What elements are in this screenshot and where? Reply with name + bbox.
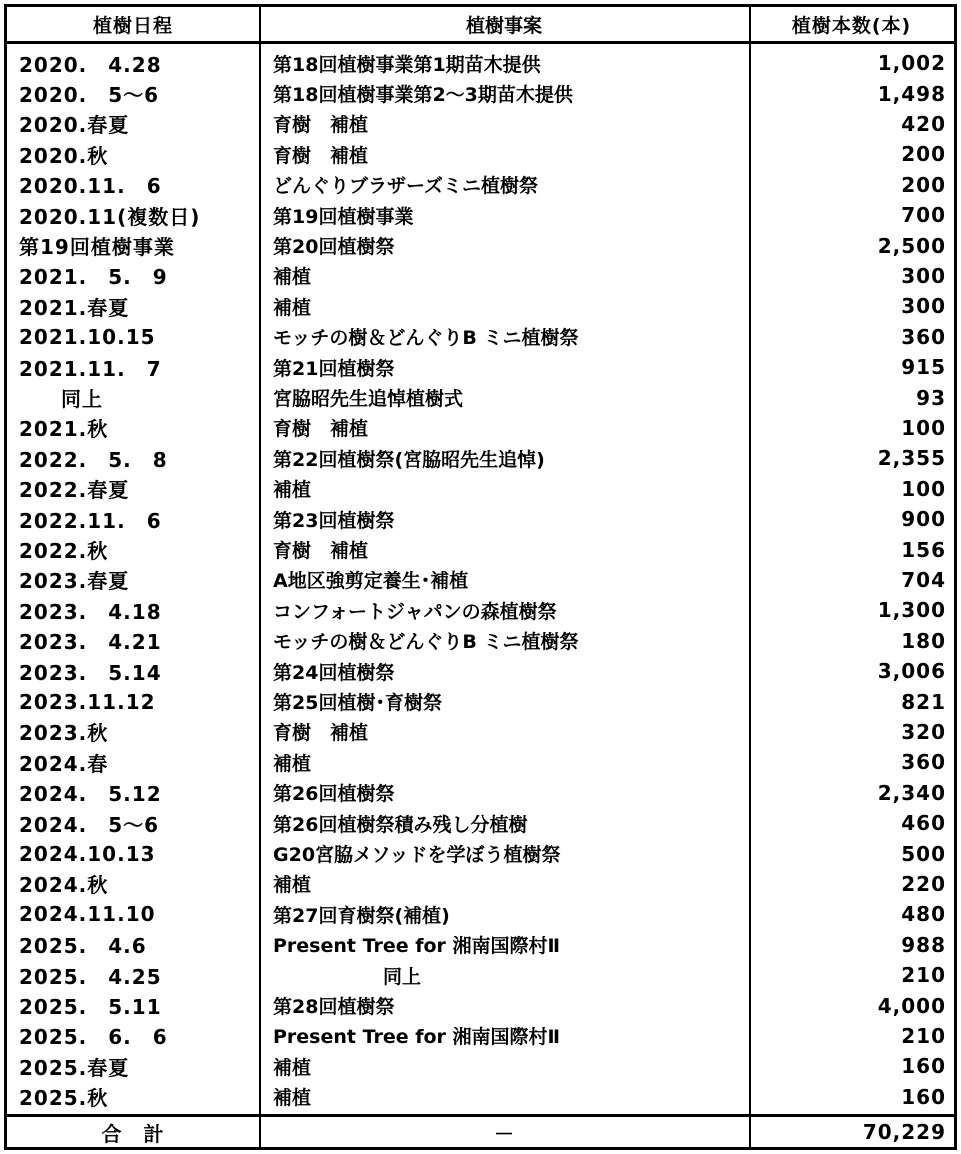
cell-project: 第27回育樹祭(補植) bbox=[273, 904, 450, 927]
cell-date: 2023. 5.14 bbox=[19, 660, 162, 685]
table-row bbox=[7, 747, 954, 777]
cell-date: 2022.春夏 bbox=[19, 478, 130, 503]
cell-date: 2022. 5. 8 bbox=[19, 447, 168, 472]
table-row bbox=[7, 838, 954, 868]
cell-date: 2020.11(複数日) bbox=[19, 204, 201, 229]
cell-project: A地区強剪定養生･補植 bbox=[273, 570, 469, 593]
table-row bbox=[7, 869, 954, 899]
cell-count: 915 bbox=[901, 355, 946, 380]
total-project: － bbox=[494, 1121, 514, 1146]
cell-count: 821 bbox=[901, 689, 946, 714]
cell-project: 育樹 補植 bbox=[273, 722, 369, 745]
cell-date: 2025. 4.6 bbox=[19, 934, 147, 959]
table-row bbox=[7, 990, 954, 1020]
cell-project: 第22回植樹祭(宮脇昭先生追悼) bbox=[273, 448, 545, 471]
cell-date: 2022.秋 bbox=[19, 539, 109, 564]
cell-project: 第19回植樹事業 bbox=[273, 205, 414, 228]
cell-count: 160 bbox=[901, 1054, 946, 1079]
cell-date: 2021.秋 bbox=[19, 417, 109, 442]
header-count: 植樹本数(本) bbox=[791, 14, 912, 37]
cell-project: モッチの樹＆どんぐりB ミニ植樹祭 bbox=[273, 631, 579, 654]
cell-date: 2024. 5～6 bbox=[19, 812, 160, 837]
cell-project: G20宮脇メソッドを学ぼう植樹祭 bbox=[273, 844, 561, 867]
cell-project: 同上 bbox=[383, 965, 422, 988]
cell-project: 第25回植樹･育樹祭 bbox=[273, 692, 442, 715]
cell-date: 2022.11. 6 bbox=[19, 508, 162, 533]
cell-count: 180 bbox=[901, 628, 946, 653]
table-row bbox=[7, 382, 954, 412]
cell-project: 第21回植樹祭 bbox=[273, 357, 395, 380]
header-divider bbox=[7, 41, 954, 44]
cell-count: 2,500 bbox=[877, 233, 946, 258]
table-row bbox=[7, 1082, 954, 1112]
cell-count: 500 bbox=[901, 841, 946, 866]
table-row bbox=[7, 474, 954, 504]
table-row bbox=[7, 565, 954, 595]
table-row bbox=[7, 291, 954, 321]
cell-date: 2020.11. 6 bbox=[19, 174, 162, 199]
cell-project: 補植 bbox=[273, 296, 312, 319]
cell-count: 3,006 bbox=[877, 659, 946, 684]
cell-project: コンフォートジャパンの森植樹祭 bbox=[273, 600, 557, 623]
cell-date: 2025. 5.11 bbox=[19, 995, 162, 1020]
table-row bbox=[7, 78, 954, 108]
cell-count: 210 bbox=[901, 1023, 946, 1048]
cell-project: 第20回植樹祭 bbox=[273, 236, 395, 259]
cell-date: 2020. 4.28 bbox=[19, 52, 162, 77]
cell-count: 200 bbox=[901, 172, 946, 197]
table-row bbox=[7, 200, 954, 230]
cell-count: 2,355 bbox=[877, 446, 946, 471]
cell-date: 2020.秋 bbox=[19, 143, 109, 168]
cell-count: 700 bbox=[901, 203, 946, 228]
table-row bbox=[7, 504, 954, 534]
cell-date: 2024. 5.12 bbox=[19, 782, 162, 807]
cell-date: 2023.11.12 bbox=[19, 689, 156, 714]
cell-count: 2,340 bbox=[877, 780, 946, 805]
header-project: 植樹事案 bbox=[465, 14, 542, 37]
table-row bbox=[7, 626, 954, 656]
cell-date: 2025.春夏 bbox=[19, 1055, 130, 1080]
cell-date: 2024.10.13 bbox=[19, 841, 156, 866]
cell-count: 210 bbox=[901, 963, 946, 988]
cell-project: 補植 bbox=[273, 266, 312, 289]
cell-count: 160 bbox=[901, 1084, 946, 1109]
cell-project: 補植 bbox=[273, 874, 312, 897]
cell-count: 300 bbox=[901, 263, 946, 288]
cell-count: 360 bbox=[901, 324, 946, 349]
cell-count: 1,002 bbox=[877, 51, 946, 76]
table-row bbox=[7, 899, 954, 929]
cell-project: 育樹 補植 bbox=[273, 418, 369, 441]
cell-count: 4,000 bbox=[877, 993, 946, 1018]
cell-date: 2021.10.15 bbox=[19, 324, 156, 349]
cell-project: 第26回植樹祭積み残し分植樹 bbox=[273, 813, 528, 836]
cell-project: 第18回植樹事業第2～3期苗木提供 bbox=[273, 84, 573, 107]
table-row bbox=[7, 717, 954, 747]
cell-count: 420 bbox=[901, 111, 946, 136]
cell-project: モッチの樹＆どんぐりB ミニ植樹祭 bbox=[273, 327, 579, 350]
cell-project: 第26回植樹祭 bbox=[273, 783, 395, 806]
cell-count: 1,300 bbox=[877, 598, 946, 623]
cell-count: 220 bbox=[901, 871, 946, 896]
cell-project: どんぐりブラザーズミニ植樹祭 bbox=[273, 175, 539, 198]
cell-count: 320 bbox=[901, 719, 946, 744]
table-row bbox=[7, 656, 954, 686]
cell-count: 93 bbox=[916, 385, 946, 410]
planting-table bbox=[4, 4, 957, 1150]
cell-date: 2025. 4.25 bbox=[19, 964, 162, 989]
table-row bbox=[7, 534, 954, 564]
cell-project: 第18回植樹事業第1期苗木提供 bbox=[273, 53, 541, 76]
cell-date: 2024.11.10 bbox=[19, 902, 156, 927]
table-row bbox=[7, 322, 954, 352]
table-row bbox=[7, 595, 954, 625]
table-row bbox=[7, 413, 954, 443]
cell-date: 同上 bbox=[61, 387, 103, 412]
cell-project: 第23回植樹祭 bbox=[273, 509, 395, 532]
cell-project: 補植 bbox=[273, 1056, 312, 1079]
cell-count: 704 bbox=[901, 567, 946, 592]
cell-count: 300 bbox=[901, 294, 946, 319]
cell-count: 360 bbox=[901, 750, 946, 775]
cell-count: 460 bbox=[901, 811, 946, 836]
cell-project: 補植 bbox=[273, 479, 312, 502]
cell-project: 第28回植樹祭 bbox=[273, 996, 395, 1019]
cell-count: 900 bbox=[901, 507, 946, 532]
cell-date: 2021.11. 7 bbox=[19, 356, 162, 381]
cell-project: 育樹 補植 bbox=[273, 114, 369, 137]
table-row bbox=[7, 139, 954, 169]
cell-date: 2021. 5. 9 bbox=[19, 265, 168, 290]
table-row bbox=[7, 686, 954, 716]
table-row bbox=[7, 443, 954, 473]
cell-date: 2025. 6. 6 bbox=[19, 1025, 168, 1050]
cell-date: 2021.春夏 bbox=[19, 295, 130, 320]
header-row bbox=[7, 7, 954, 41]
table-row bbox=[7, 261, 954, 291]
table-row bbox=[7, 960, 954, 990]
cell-count: 200 bbox=[901, 142, 946, 167]
total-label: 合 計 bbox=[101, 1121, 165, 1146]
cell-count: 156 bbox=[901, 537, 946, 562]
cell-date: 2023. 4.18 bbox=[19, 599, 162, 624]
total-count: 70,229 bbox=[862, 1120, 946, 1144]
cell-date: 2023.秋 bbox=[19, 721, 109, 746]
table-row bbox=[7, 1021, 954, 1051]
cell-date: 2020.春夏 bbox=[19, 113, 130, 138]
cell-count: 1,498 bbox=[877, 81, 946, 106]
table-row bbox=[7, 230, 954, 260]
cell-project: 補植 bbox=[273, 752, 312, 775]
cell-count: 988 bbox=[901, 932, 946, 957]
cell-date: 第19回植樹事業 bbox=[19, 235, 175, 260]
cell-project: Present Tree for 湘南国際村Ⅱ bbox=[273, 935, 561, 958]
cell-project: 第24回植樹祭 bbox=[273, 661, 395, 684]
cell-project: 育樹 補植 bbox=[273, 144, 369, 167]
table-row bbox=[7, 930, 954, 960]
total-row bbox=[7, 1117, 954, 1147]
cell-project: 宮脇昭先生追悼植樹式 bbox=[273, 388, 464, 411]
cell-date: 2025.秋 bbox=[19, 1086, 109, 1111]
cell-date: 2024.秋 bbox=[19, 873, 109, 898]
cell-count: 480 bbox=[901, 902, 946, 927]
header-date: 植樹日程 bbox=[92, 14, 173, 37]
table-row bbox=[7, 48, 954, 78]
cell-count: 100 bbox=[901, 415, 946, 440]
table-row bbox=[7, 352, 954, 382]
table-row bbox=[7, 808, 954, 838]
cell-project: 育樹 補植 bbox=[273, 540, 369, 563]
cell-date: 2023. 4.21 bbox=[19, 630, 162, 655]
table-row bbox=[7, 778, 954, 808]
table-row bbox=[7, 170, 954, 200]
cell-project: Present Tree for 湘南国際村Ⅱ bbox=[273, 1026, 561, 1049]
cell-date: 2020. 5～6 bbox=[19, 83, 160, 108]
table-row bbox=[7, 1051, 954, 1081]
cell-date: 2024.春 bbox=[19, 751, 109, 776]
cell-project: 補植 bbox=[273, 1087, 312, 1110]
table-row bbox=[7, 109, 954, 139]
cell-count: 100 bbox=[901, 476, 946, 501]
cell-date: 2023.春夏 bbox=[19, 569, 130, 594]
